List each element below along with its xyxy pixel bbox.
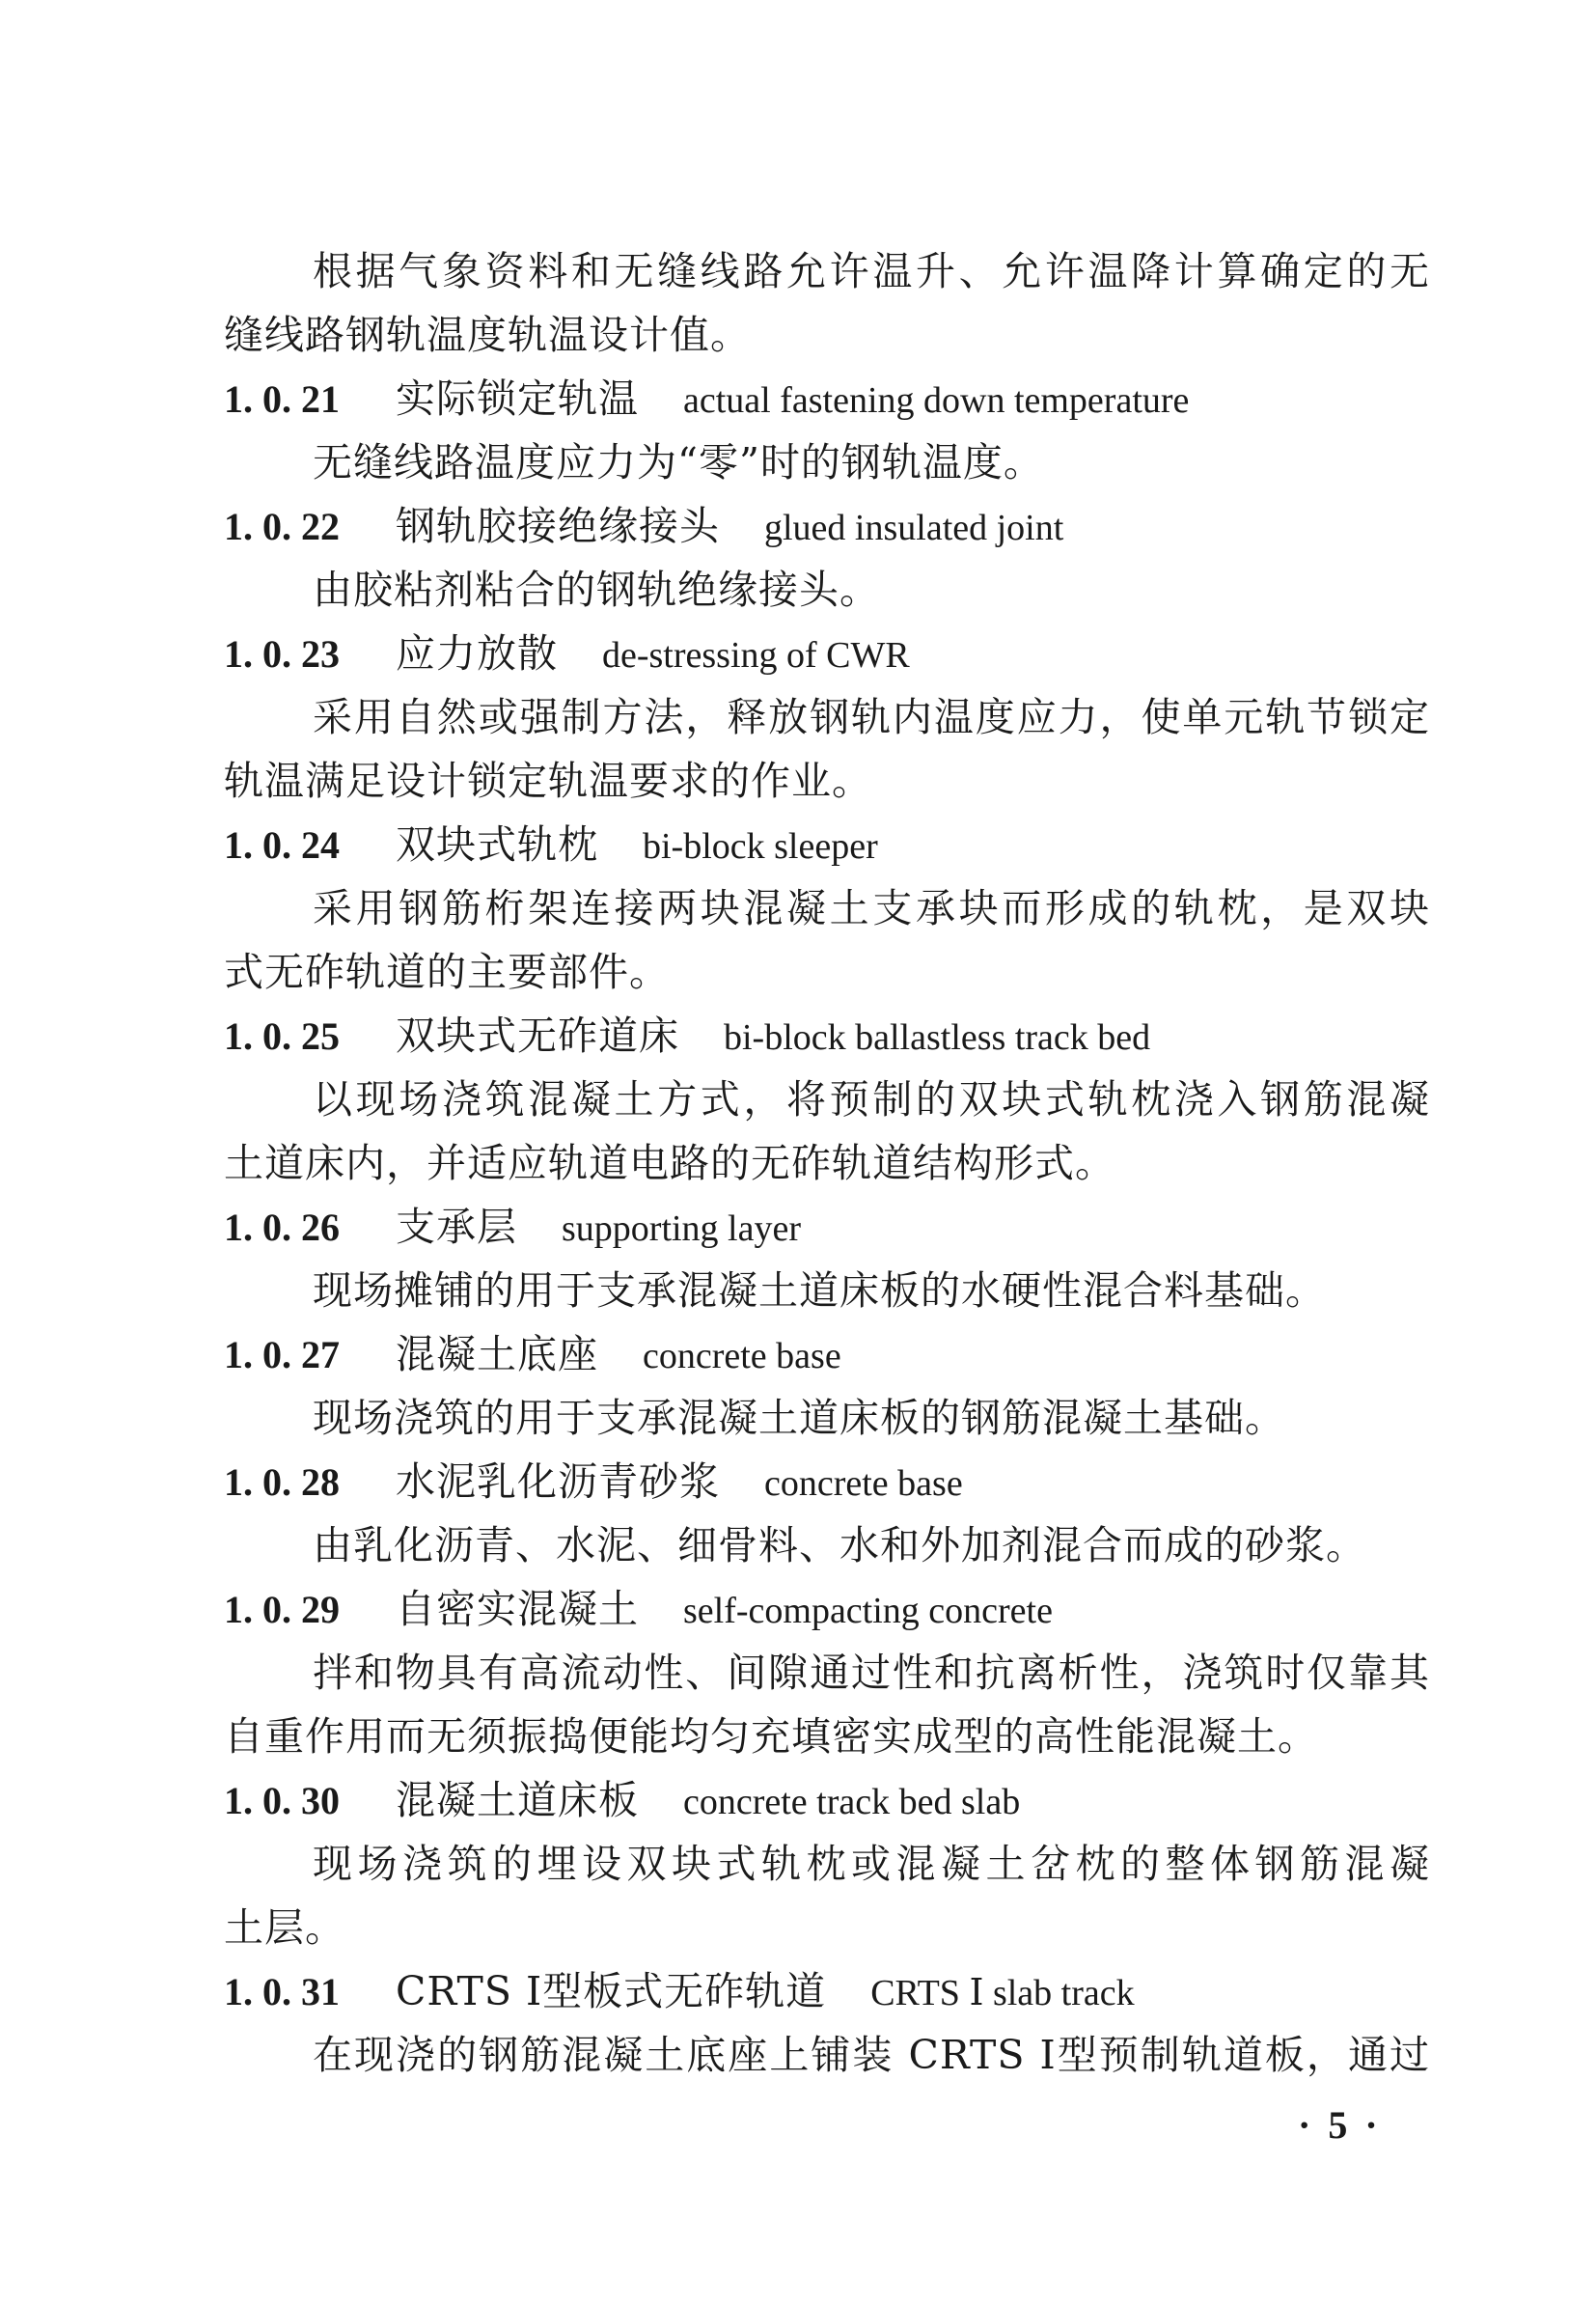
definition-line: 拌和物具有高流动性、间隙通过性和抗离析性，浇筑时仅靠其 [313, 1650, 1430, 1696]
term-english: bi-block ballastless track bed [724, 1017, 1151, 1058]
term-number: 1. 0. 27 [224, 1333, 340, 1376]
definition-line: 采用钢筋桁架连接两块混凝土支承块而形成的轨枕，是双块 [313, 885, 1430, 931]
term-english: concrete base [643, 1336, 841, 1376]
term-chinese: 钢轨胶接绝缘接头 [396, 503, 720, 549]
definition-line: 在现浇的钢筋混凝土底座上铺装 CRTS Ⅰ型预制轨道板，通过 [313, 2032, 1430, 2078]
term-english: self-compacting concrete [683, 1591, 1053, 1631]
term-chinese: 双块式无砟道床 [396, 1013, 679, 1059]
term-heading [224, 813, 1430, 876]
definition-line: 以现场浇筑混凝土方式，将预制的双块式轨枕浇入钢筋混凝 [313, 1076, 1430, 1123]
definition-line: 自重作用而无须振捣便能均匀充填密实成型的高性能混凝土。 [224, 1713, 1318, 1760]
term-english: bi-block sleeper [643, 826, 878, 867]
definition-line: 现场摊铺的用于支承混凝土道床板的水硬性混合料基础。 [313, 1267, 1326, 1314]
term-number: 1. 0. 22 [224, 505, 340, 548]
term-english: CRTS Ⅰ slab track [870, 1973, 1135, 2013]
term-chinese: 支承层 [396, 1204, 517, 1250]
term-heading [224, 367, 1430, 430]
term-heading [224, 1195, 1430, 1259]
term-number: 1. 0. 25 [224, 1014, 340, 1058]
definition-line: 采用自然或强制方法，释放钢轨内温度应力，使单元轨节锁定 [313, 694, 1430, 740]
definition-line: 现场浇筑的埋设双块式轨枕或混凝土岔枕的整体钢筋混凝 [313, 1841, 1430, 1887]
term-heading [224, 622, 1430, 685]
page-number: · 5 · [1298, 2103, 1382, 2147]
term-number: 1. 0. 28 [224, 1460, 340, 1504]
term-heading [224, 1768, 1430, 1832]
term-english: glued insulated joint [764, 508, 1064, 548]
term-number: 1. 0. 31 [224, 1970, 340, 2013]
term-chinese: 混凝土道床板 [396, 1777, 639, 1823]
term-chinese: 实际锁定轨温 [396, 375, 639, 422]
term-chinese: CRTS Ⅰ型板式无砟轨道 [396, 1968, 827, 2014]
term-heading [224, 1004, 1430, 1068]
term-english: actual fastening down temperature [683, 380, 1190, 421]
term-heading [224, 1450, 1430, 1513]
definition-line: 由乳化沥青、水泥、细骨料、水和外加剂混合而成的砂浆。 [313, 1522, 1366, 1568]
term-chinese: 水泥乳化沥青砂浆 [396, 1458, 720, 1505]
term-heading [224, 1577, 1430, 1641]
term-number: 1. 0. 23 [224, 632, 340, 676]
page-content [224, 239, 1430, 2087]
term-chinese: 双块式轨枕 [396, 821, 598, 868]
term-english: concrete track bed slab [683, 1782, 1021, 1822]
definition-line: 式无砟轨道的主要部件。 [224, 949, 670, 995]
term-english: de-stressing of CWR [602, 635, 910, 676]
term-chinese: 应力放散 [396, 630, 558, 677]
term-heading [224, 494, 1430, 558]
definition-line: 土层。 [224, 1904, 345, 1951]
definition-line: 现场浇筑的用于支承混凝土道床板的钢筋混凝土基础。 [313, 1395, 1285, 1441]
definition-line: 无缝线路温度应力为“零”时的钢轨温度。 [313, 439, 1044, 486]
term-number: 1. 0. 29 [224, 1588, 340, 1631]
term-chinese: 自密实混凝土 [396, 1586, 639, 1632]
definition-line: 土道床内，并适应轨道电路的无砟轨道结构形式。 [224, 1140, 1115, 1186]
term-english: concrete base [764, 1463, 963, 1504]
definition-line: 缝线路钢轨温度轨温设计值。 [224, 312, 751, 358]
term-number: 1. 0. 30 [224, 1779, 340, 1822]
definition-line: 轨温满足设计锁定轨温要求的作业。 [224, 758, 872, 804]
term-chinese: 混凝土底座 [396, 1331, 598, 1377]
term-heading [224, 1322, 1430, 1386]
term-number: 1. 0. 21 [224, 377, 340, 421]
definition-line: 由胶粘剂粘合的钢轨绝缘接头。 [313, 567, 880, 613]
term-number: 1. 0. 24 [224, 823, 340, 867]
term-english: supporting layer [562, 1208, 802, 1249]
term-number: 1. 0. 26 [224, 1206, 340, 1249]
term-heading [224, 1959, 1430, 2023]
definition-line: 根据气象资料和无缝线路允许温升、允许温降计算确定的无 [313, 248, 1430, 294]
